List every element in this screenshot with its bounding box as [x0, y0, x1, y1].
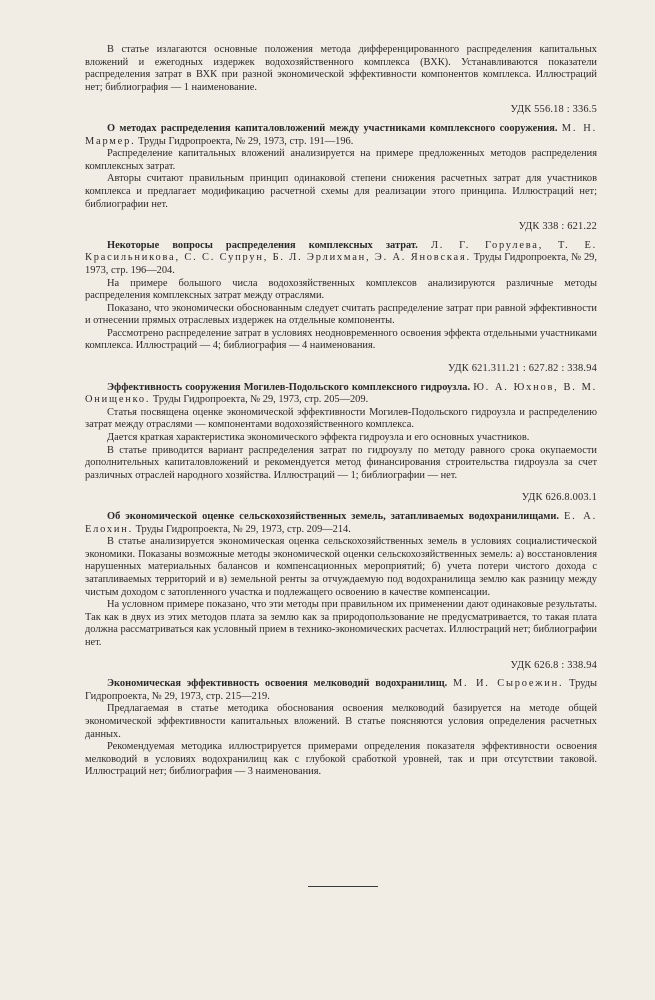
abstract-paragraph: Рекомендуемая методика иллюстрируется примерами определения показателя эффективности освоения мелководий в условиях водохранилищ как с глубокой сработкой уровней, так и при отсутствии таковой. Иллюстраций нет; библиография — 3 наименования. — [85, 741, 597, 778]
abstracts-column — [85, 44, 597, 779]
abstract-paragraph: На условном примере показано, что эти методы при правильном их применении дают одинаковые результаты. Так как в двух из этих методов плата за землю как за природопользование не предусматривается, то такая плата должна рассматриваться как условный прием в технико-экономических расчетах. Иллюстраций нет; библиографии нет. — [85, 599, 597, 648]
article-title: О методах распределения капиталовложений между участниками комплексного сооружения. — [107, 122, 558, 134]
article-header — [85, 382, 597, 407]
article-title: Некоторые вопросы распределения комплексных затрат. — [107, 239, 418, 251]
article-source: Труды Гидропроекта, № 29, 1973, стр. 196—204. — [85, 252, 597, 276]
udk-code: УДК 626.8 : 338.94 — [510, 659, 597, 671]
abstract-paragraph: Рассмотрено распределение затрат в условиях неодновременного освоения эффекта отдельными участниками комплекса. Иллюстраций — 4; библиография — 4 наименования. — [85, 327, 597, 352]
article-authors: М. И. Сыроежин. — [452, 678, 564, 690]
closing-divider — [308, 886, 378, 887]
article-source: Труды Гидропроекта, № 29, 1973, стр. 215—219. — [85, 678, 597, 702]
abstract-paragraph: Авторы считают правильным принцип одинаковой степени снижения расчетных затрат для участников комплекса и предлагает модификацию расчетной схемы для реализации этого принципа. Иллюстраций нет; библиографии нет. — [85, 173, 597, 210]
abstract-paragraph: Распределение капитальных вложений анализируется на примере предложенных методов распределения комплексных затрат. — [85, 148, 597, 172]
article-authors: Е. А. Елохин. — [85, 511, 597, 535]
udk-code: УДК 621.311.21 : 627.82 : 338.94 — [447, 363, 597, 375]
article-source: Труды Гидропроекта, № 29, 1973, стр. 191—196. — [138, 135, 354, 147]
article-header — [85, 678, 597, 703]
article-header — [85, 240, 597, 278]
article-title: Экономическая эффективность освоения мелководий водохранилищ. — [107, 678, 448, 690]
abstract-paragraph: В статье анализируется экономическая оценка сельскохозяйственных земель в условиях социалистической экономики. Показаны возможные методы экономической оценки сельскохозяйственных земель: а) восстановления нарушенных материальных балансов и компенсационных мероприятий; б) учета потери чистого дохода с затапливаемых территорий и в) земельной ренты за отчуждаемую под водохранилища землю как разницу между чистым доходом с затопленного участка и подлежащего освоению в качестве компенсации. — [85, 536, 597, 598]
udk-code: УДК 556.18 : 336.5 — [510, 104, 597, 116]
abstract-paragraph: В статье приводится вариант распределения затрат по гидроузлу по методу равного срока окупаемости дополнительных капиталовложений и рекомендуется метод финансирования строительства гидроузла за счет различных отраслей народного хозяйства. Иллюстраций — 1; библиографии — нет. — [85, 444, 597, 481]
udk-code: УДК 338 : 621.22 — [518, 221, 597, 233]
abstract-paragraph: Показано, что экономически обоснованным следует считать распределение затрат при равной эффективности и отнесении прямых отраслевых издержек на отдельные компоненты. — [85, 302, 597, 327]
article-source: Труды Гидропроекта, № 29, 1973, стр. 209—214. — [135, 523, 351, 535]
abstract-paragraph: Дается краткая характеристика экономического эффекта гидроузла и его основных участников. — [107, 432, 530, 444]
article-header — [85, 123, 597, 148]
article-source: Труды Гидропроекта, № 29, 1973, стр. 205—209. — [152, 394, 369, 406]
article-authors: Л. Г. Горулева, Т. Е. Красильникова, С. С. Супрун, Б. Л. Эрлихман, Э. А. Яновская. — [85, 239, 597, 264]
article-authors: М. Н. Мармер. — [85, 122, 598, 147]
article-title: Эффективность сооружения Могилев-Подольского комплексного гидроузла. — [107, 381, 471, 393]
article-header — [85, 511, 597, 536]
abstract-paragraph: Статья посвящена оценке экономической эффективности Могилев-Подольского гидроузла и распределению затрат между отраслями — компонентами водохозяйственного комплекса. — [85, 406, 597, 431]
intro-paragraph: В статье излагаются основные положения метода дифференцированного распределения капитальных вложений и ежегодных издержек водохозяйственного комплекса (ВХК). Устанавливаются показатели распределения затрат в ВХК при разной экономической эффективности компонентов комплекса. Иллюстраций нет; библиография — 1 наименование. — [85, 44, 597, 93]
abstract-paragraph: На примере большого числа водохозяйственных комплексов анализируются различные методы распределения комплексных затрат между отраслями. — [85, 277, 597, 302]
udk-code: УДК 626.8.003.1 — [521, 492, 597, 504]
article-authors: Ю. А. Юхнов, В. М. Онищенко. — [85, 381, 598, 406]
article-title: Об экономической оценке сельскохозяйственных земель, затапливаемых водохранилищами. — [107, 511, 559, 522]
abstract-paragraph: Предлагаемая в статье методика обоснования освоения мелководий базируется на методе общей экономической эффективности капитальных вложений. В статье поясняются условия определения расчетных данных. — [85, 703, 597, 740]
